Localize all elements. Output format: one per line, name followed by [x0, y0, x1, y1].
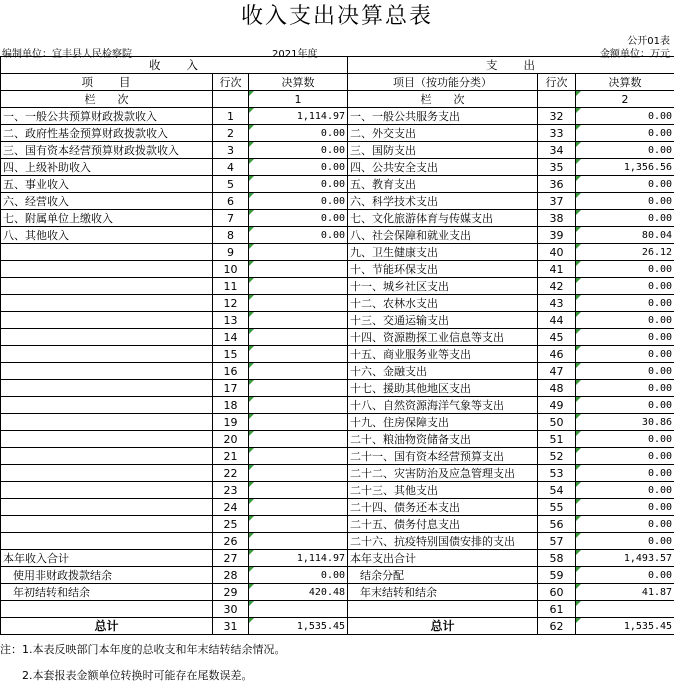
income-amount-cell [249, 414, 348, 431]
income-item-cell [1, 397, 213, 414]
expense-amount-cell: 0.00 [576, 465, 674, 482]
expense-item-cell: 十九、住房保障支出 [348, 414, 538, 431]
expense-amount-cell: 0.00 [576, 295, 674, 312]
income-section-header: 收 入 [1, 57, 348, 74]
table-row [1, 295, 674, 312]
expense-amount-cell: 0.00 [576, 261, 674, 278]
income-rowno-cell: 4 [213, 159, 249, 176]
table-row [1, 380, 674, 397]
income-item-cell: 三、国有资本经营预算财政拨款收入 [1, 142, 213, 159]
table-row [1, 312, 674, 329]
table-row [1, 397, 674, 414]
table-row [1, 533, 674, 550]
income-item-cell [1, 261, 213, 278]
expense-amount-cell: 0.00 [576, 108, 674, 125]
income-amount-cell [249, 312, 348, 329]
income-amount-cell [249, 533, 348, 550]
income-amount-cell [249, 380, 348, 397]
income-amount-cell: 0.00 [249, 142, 348, 159]
expense-rowno-cell: 62 [538, 618, 576, 635]
expense-amount-cell: 30.86 [576, 414, 674, 431]
income-item-cell [1, 465, 213, 482]
income-item-cell [1, 278, 213, 295]
expense-column-number: 2 [576, 91, 674, 108]
expense-amount-cell: 0.00 [576, 142, 674, 159]
expense-item-cell: 六、科学技术支出 [348, 193, 538, 210]
table-row [1, 329, 674, 346]
income-rowno-cell: 11 [213, 278, 249, 295]
income-item-cell [1, 499, 213, 516]
income-amount-cell: 420.48 [249, 584, 348, 601]
income-amount-cell: 0.00 [249, 567, 348, 584]
expense-rowno-blank [538, 91, 576, 108]
footnote-2: 2.本套报表金额单位转换时可能存在尾数误差。 [22, 669, 253, 682]
expense-rowno-cell: 44 [538, 312, 576, 329]
expense-amount-cell: 0.00 [576, 125, 674, 142]
income-amount-cell [249, 482, 348, 499]
expense-rowno-cell: 45 [538, 329, 576, 346]
income-item-cell [1, 295, 213, 312]
expense-section-header: 支 出 [348, 57, 674, 74]
income-column-number: 1 [249, 91, 348, 108]
expense-rowno-cell: 50 [538, 414, 576, 431]
expense-item-cell: 二十二、灾害防治及应急管理支出 [348, 465, 538, 482]
expense-amount-cell: 0.00 [576, 499, 674, 516]
expense-amount-cell: 0.00 [576, 312, 674, 329]
currency-unit: 金额单位：万元 [600, 49, 670, 60]
income-item-cell: 本年收入合计 [1, 550, 213, 567]
fiscal-year: 2021年度 [272, 49, 318, 60]
expense-rowno-cell: 48 [538, 380, 576, 397]
expense-rowno-header: 行次 [538, 74, 576, 91]
expense-amount-cell: 41.87 [576, 584, 674, 601]
income-item-cell [1, 533, 213, 550]
income-amount-cell [249, 346, 348, 363]
table-row [1, 448, 674, 465]
income-item-cell [1, 329, 213, 346]
table-row [1, 516, 674, 533]
table-row [1, 244, 674, 261]
table-row [1, 278, 674, 295]
expense-item-cell: 二、外交支出 [348, 125, 538, 142]
expense-item-cell: 十二、农林水支出 [348, 295, 538, 312]
expense-item-cell: 结余分配 [348, 567, 538, 584]
income-rowno-cell: 15 [213, 346, 249, 363]
expense-item-cell [348, 601, 538, 618]
expense-amount-cell: 0.00 [576, 431, 674, 448]
expense-amount-cell: 0.00 [576, 346, 674, 363]
table-row [1, 346, 674, 363]
table-row [1, 227, 674, 244]
expense-rowno-cell: 46 [538, 346, 576, 363]
income-rowno-cell: 26 [213, 533, 249, 550]
income-rowno-cell: 10 [213, 261, 249, 278]
income-rowno-cell: 7 [213, 210, 249, 227]
table-row [1, 482, 674, 499]
income-item-cell [1, 601, 213, 618]
income-amount-cell: 0.00 [249, 125, 348, 142]
income-item-cell [1, 244, 213, 261]
expense-item-cell: 十、节能环保支出 [348, 261, 538, 278]
expense-amount-cell [576, 601, 674, 618]
income-item-cell [1, 346, 213, 363]
expense-rowno-cell: 32 [538, 108, 576, 125]
expense-rowno-cell: 41 [538, 261, 576, 278]
expense-amount-cell: 80.04 [576, 227, 674, 244]
income-rowno-cell: 28 [213, 567, 249, 584]
income-rowno-cell: 3 [213, 142, 249, 159]
expense-item-cell: 年末结转和结余 [348, 584, 538, 601]
expense-amount-cell: 0.00 [576, 363, 674, 380]
expense-item-cell: 总计 [348, 618, 538, 635]
income-amount-header: 决算数 [249, 74, 348, 91]
table-row [1, 465, 674, 482]
income-item-cell [1, 363, 213, 380]
expense-amount-cell: 0.00 [576, 210, 674, 227]
expense-column-label: 栏 次 [348, 91, 538, 108]
income-rowno-cell: 1 [213, 108, 249, 125]
income-item-cell: 六、经营收入 [1, 193, 213, 210]
expense-amount-cell: 0.00 [576, 380, 674, 397]
expense-amount-cell: 0.00 [576, 482, 674, 499]
table-row [1, 108, 674, 125]
expense-item-cell: 七、文化旅游体育与传媒支出 [348, 210, 538, 227]
income-item-cell [1, 482, 213, 499]
expense-rowno-cell: 38 [538, 210, 576, 227]
income-item-cell [1, 431, 213, 448]
expense-item-cell: 一、一般公共服务支出 [348, 108, 538, 125]
table-row [1, 159, 674, 176]
table-row [1, 125, 674, 142]
expense-item-cell: 二十三、其他支出 [348, 482, 538, 499]
expense-amount-cell: 26.12 [576, 244, 674, 261]
income-rowno-cell: 13 [213, 312, 249, 329]
income-amount-cell [249, 278, 348, 295]
income-rowno-header: 行次 [213, 74, 249, 91]
income-amount-cell [249, 431, 348, 448]
income-amount-cell [249, 499, 348, 516]
expense-item-cell: 二十四、债务还本支出 [348, 499, 538, 516]
income-item-cell [1, 380, 213, 397]
income-item-cell: 二、政府性基金预算财政拨款收入 [1, 125, 213, 142]
income-amount-cell: 0.00 [249, 227, 348, 244]
income-amount-cell [249, 465, 348, 482]
expense-item-cell: 十三、交通运输支出 [348, 312, 538, 329]
income-amount-cell: 1,114.97 [249, 550, 348, 567]
income-amount-cell: 0.00 [249, 159, 348, 176]
expense-item-cell: 二十一、国有资本经营预算支出 [348, 448, 538, 465]
income-rowno-cell: 9 [213, 244, 249, 261]
expense-amount-cell: 1,535.45 [576, 618, 674, 635]
income-rowno-cell: 24 [213, 499, 249, 516]
expense-rowno-cell: 57 [538, 533, 576, 550]
expense-item-cell: 十八、自然资源海洋气象等支出 [348, 397, 538, 414]
expense-item-cell: 本年支出合计 [348, 550, 538, 567]
income-item-cell: 八、其他收入 [1, 227, 213, 244]
expense-rowno-cell: 37 [538, 193, 576, 210]
table-row [1, 176, 674, 193]
income-item-cell: 七、附属单位上缴收入 [1, 210, 213, 227]
income-rowno-cell: 21 [213, 448, 249, 465]
expense-amount-cell: 0.00 [576, 329, 674, 346]
income-rowno-cell: 25 [213, 516, 249, 533]
table-code: 公开01表 [627, 36, 670, 47]
footnote-1: 注：1.本表反映部门本年度的总收支和年末结转结余情况。 [0, 643, 286, 656]
income-amount-cell [249, 261, 348, 278]
expense-item-cell: 二十六、抗疫特别国债安排的支出 [348, 533, 538, 550]
income-amount-cell [249, 295, 348, 312]
expense-item-cell: 八、社会保障和就业支出 [348, 227, 538, 244]
income-rowno-cell: 16 [213, 363, 249, 380]
expense-rowno-cell: 55 [538, 499, 576, 516]
table-row [1, 499, 674, 516]
income-rowno-cell: 8 [213, 227, 249, 244]
expense-rowno-cell: 56 [538, 516, 576, 533]
expense-rowno-cell: 33 [538, 125, 576, 142]
income-item-cell: 四、上级补助收入 [1, 159, 213, 176]
table-row [1, 261, 674, 278]
income-rowno-cell: 6 [213, 193, 249, 210]
table-row [1, 431, 674, 448]
table-row [1, 193, 674, 210]
expense-rowno-cell: 60 [538, 584, 576, 601]
table-row [1, 363, 674, 380]
expense-rowno-cell: 36 [538, 176, 576, 193]
table-row [1, 601, 674, 618]
expense-rowno-cell: 47 [538, 363, 576, 380]
expense-item-header: 项目（按功能分类） [348, 74, 538, 91]
expense-amount-cell: 0.00 [576, 278, 674, 295]
expense-item-cell: 九、卫生健康支出 [348, 244, 538, 261]
expense-item-cell: 三、国防支出 [348, 142, 538, 159]
expense-amount-header: 决算数 [576, 74, 674, 91]
expense-item-cell: 十七、援助其他地区支出 [348, 380, 538, 397]
table-row [1, 414, 674, 431]
expense-rowno-cell: 49 [538, 397, 576, 414]
expense-rowno-cell: 51 [538, 431, 576, 448]
income-item-cell [1, 312, 213, 329]
reporting-unit: 编制单位：宜丰县人民检察院 [2, 49, 132, 60]
expense-rowno-cell: 54 [538, 482, 576, 499]
income-amount-cell [249, 448, 348, 465]
expense-rowno-cell: 39 [538, 227, 576, 244]
expense-item-cell: 十五、商业服务业等支出 [348, 346, 538, 363]
income-rowno-cell: 31 [213, 618, 249, 635]
total-row [1, 618, 674, 635]
table-row [1, 584, 674, 601]
expense-amount-cell: 0.00 [576, 397, 674, 414]
expense-item-cell: 十四、资源勘探工业信息等支出 [348, 329, 538, 346]
expense-item-cell: 二十五、债务付息支出 [348, 516, 538, 533]
expense-rowno-cell: 52 [538, 448, 576, 465]
expense-rowno-cell: 40 [538, 244, 576, 261]
expense-amount-cell: 0.00 [576, 533, 674, 550]
table-row [1, 210, 674, 227]
section-header-row [1, 57, 674, 74]
income-rowno-cell: 5 [213, 176, 249, 193]
income-amount-cell [249, 244, 348, 261]
table-row [1, 142, 674, 159]
expense-item-cell: 五、教育支出 [348, 176, 538, 193]
expense-rowno-cell: 59 [538, 567, 576, 584]
income-amount-cell: 1,114.97 [249, 108, 348, 125]
income-amount-cell: 0.00 [249, 210, 348, 227]
expense-item-cell: 十一、城乡社区支出 [348, 278, 538, 295]
page-title: 收入支出决算总表 [240, 4, 433, 29]
expense-rowno-cell: 61 [538, 601, 576, 618]
income-item-cell: 一、一般公共预算财政拨款收入 [1, 108, 213, 125]
income-rowno-cell: 20 [213, 431, 249, 448]
expense-amount-cell: 0.00 [576, 516, 674, 533]
expense-amount-cell: 0.00 [576, 176, 674, 193]
expense-item-cell: 二十、粮油物资储备支出 [348, 431, 538, 448]
income-rowno-cell: 29 [213, 584, 249, 601]
income-item-cell [1, 516, 213, 533]
column-header-row [1, 74, 674, 91]
income-rowno-cell: 22 [213, 465, 249, 482]
expense-amount-cell: 0.00 [576, 193, 674, 210]
expense-rowno-cell: 34 [538, 142, 576, 159]
expense-amount-cell: 1,493.57 [576, 550, 674, 567]
income-amount-cell: 0.00 [249, 193, 348, 210]
expense-amount-cell: 0.00 [576, 448, 674, 465]
income-item-cell [1, 414, 213, 431]
income-amount-cell [249, 329, 348, 346]
expense-amount-cell: 0.00 [576, 567, 674, 584]
income-item-cell [1, 448, 213, 465]
income-amount-cell [249, 363, 348, 380]
column-index-row [1, 91, 674, 108]
income-rowno-cell: 27 [213, 550, 249, 567]
income-amount-cell [249, 516, 348, 533]
table-row [1, 550, 674, 567]
income-rowno-cell: 14 [213, 329, 249, 346]
expense-rowno-cell: 35 [538, 159, 576, 176]
expense-item-cell: 十六、金融支出 [348, 363, 538, 380]
income-rowno-cell: 2 [213, 125, 249, 142]
table-row [1, 567, 674, 584]
income-item-cell: 总计 [1, 618, 213, 635]
income-rowno-cell: 23 [213, 482, 249, 499]
expense-rowno-cell: 42 [538, 278, 576, 295]
income-amount-cell [249, 397, 348, 414]
income-item-header: 项 目 [1, 74, 213, 91]
income-rowno-cell: 30 [213, 601, 249, 618]
income-item-cell: 使用非财政拨款结余 [1, 567, 213, 584]
income-amount-cell: 0.00 [249, 176, 348, 193]
income-item-cell: 五、事业收入 [1, 176, 213, 193]
expense-item-cell: 四、公共安全支出 [348, 159, 538, 176]
expense-amount-cell: 1,356.56 [576, 159, 674, 176]
income-amount-cell: 1,535.45 [249, 618, 348, 635]
income-rowno-blank [213, 91, 249, 108]
income-column-label: 栏 次 [1, 91, 213, 108]
expense-rowno-cell: 58 [538, 550, 576, 567]
income-rowno-cell: 17 [213, 380, 249, 397]
income-rowno-cell: 12 [213, 295, 249, 312]
expense-rowno-cell: 53 [538, 465, 576, 482]
income-item-cell: 年初结转和结余 [1, 584, 213, 601]
income-rowno-cell: 18 [213, 397, 249, 414]
income-rowno-cell: 19 [213, 414, 249, 431]
expense-rowno-cell: 43 [538, 295, 576, 312]
summary-table [0, 56, 674, 635]
income-amount-cell [249, 601, 348, 618]
